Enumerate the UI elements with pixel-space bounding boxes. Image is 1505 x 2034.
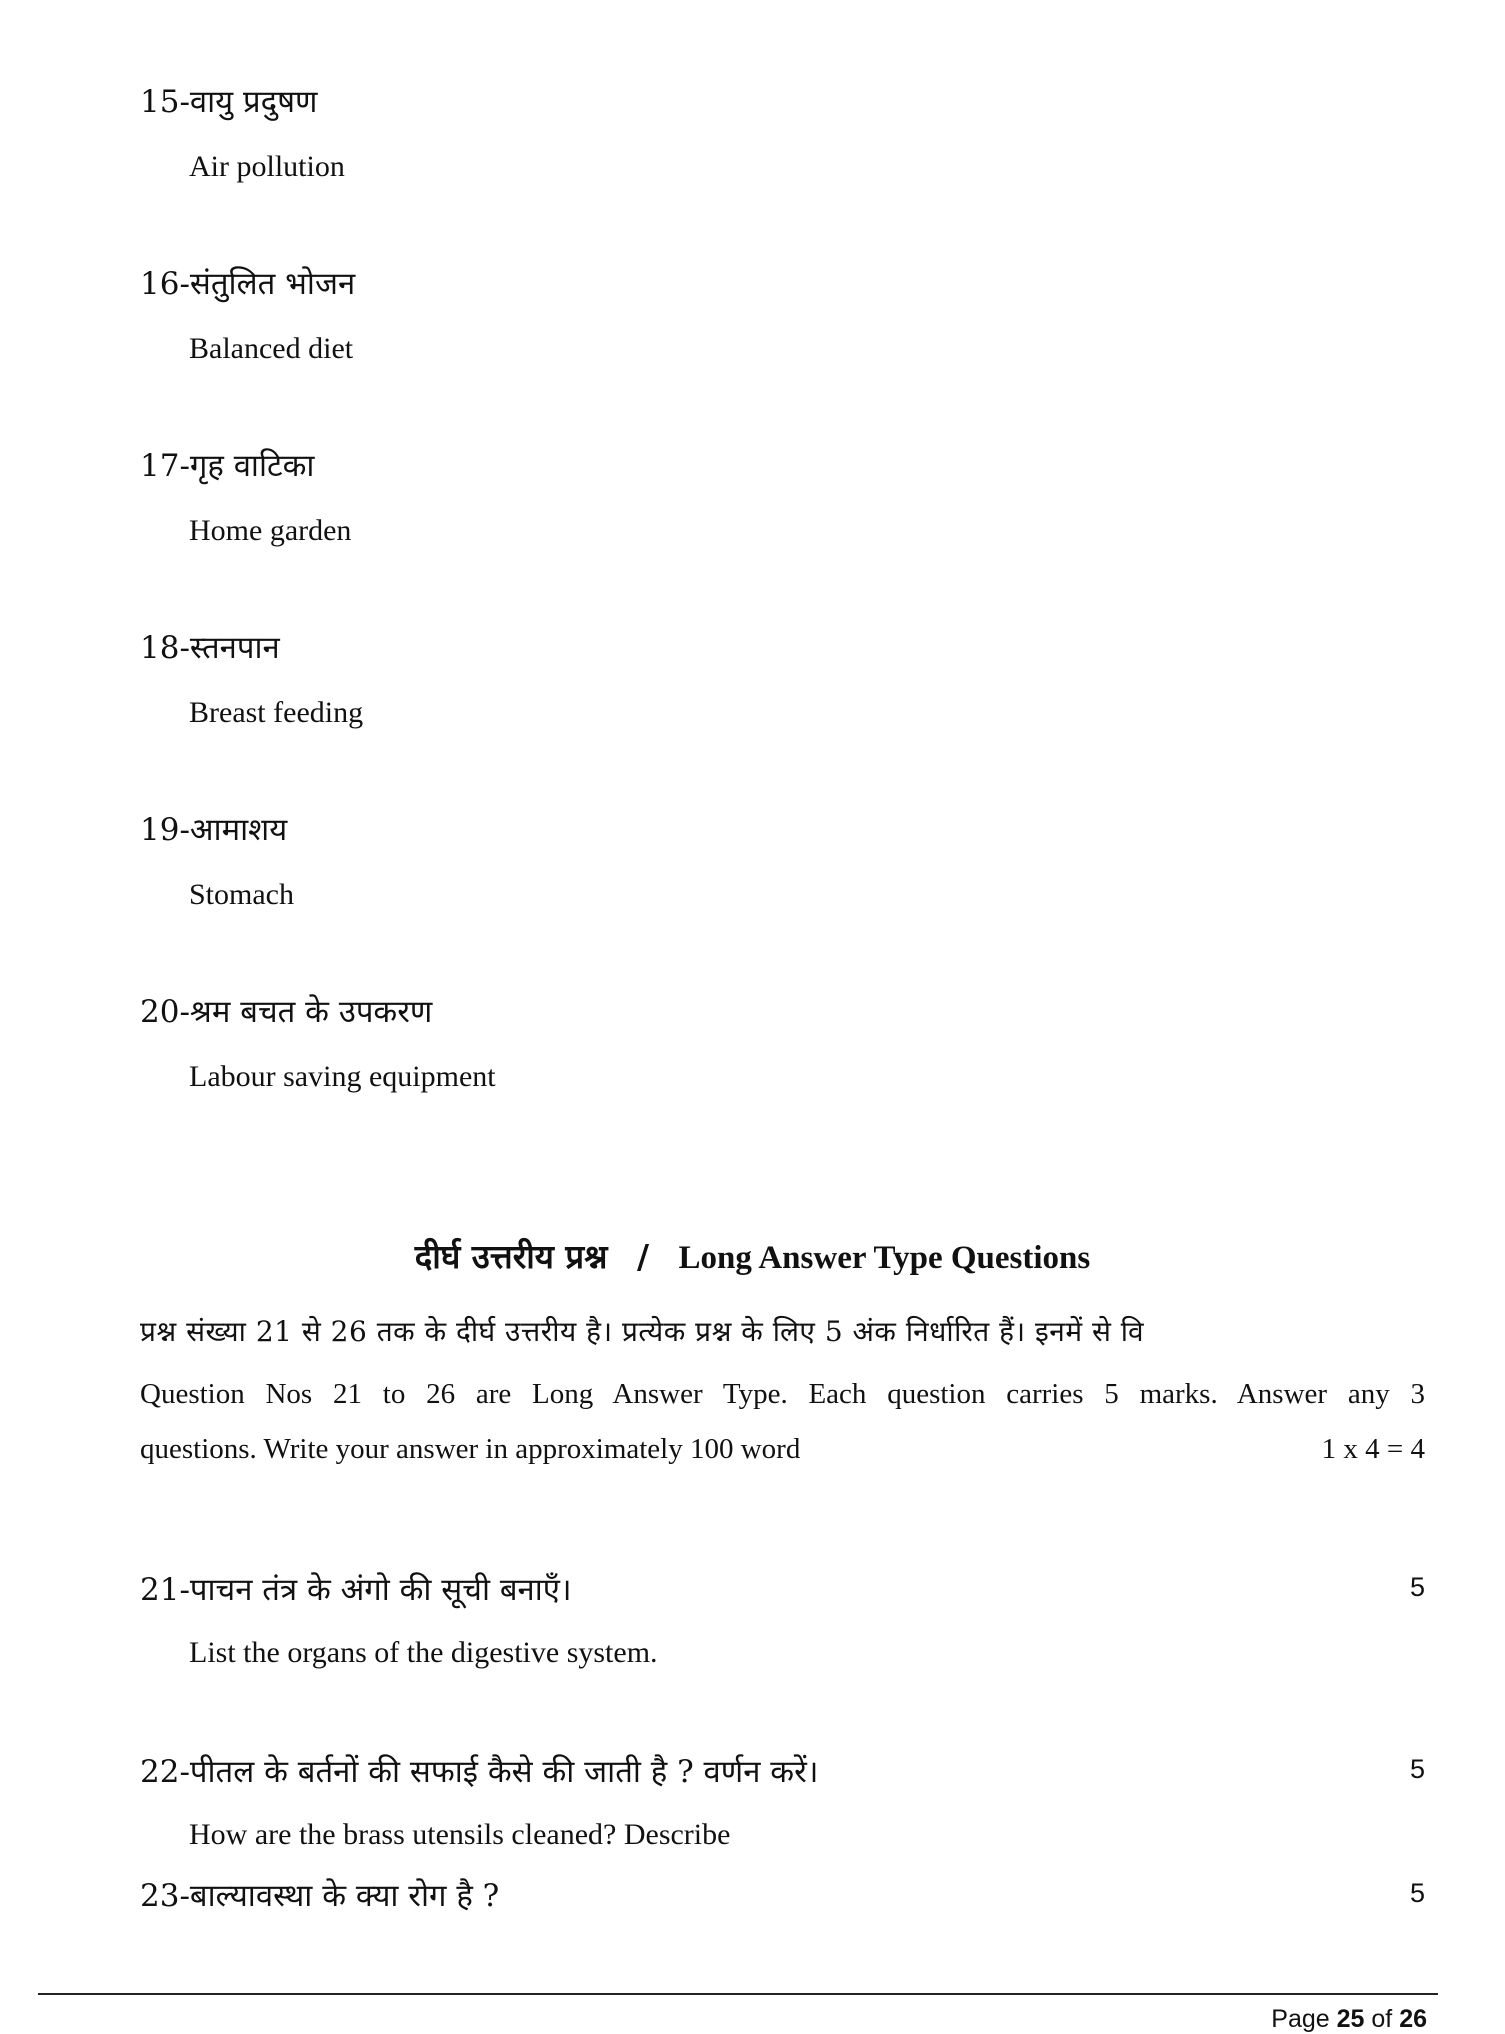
question-22-english: How are the brass utensils cleaned? Describe (189, 1818, 731, 1851)
question-19-english: Stomach (189, 878, 294, 911)
question-16-hindi: 16-संतुलित भोजन (140, 266, 356, 302)
question-17-hindi: 17-गृह वाटिका (140, 448, 315, 484)
question-21-english: List the organs of the digestive system. (189, 1636, 658, 1669)
question-20-hindi: 20-श्रम बचत के उपकरण (140, 994, 433, 1030)
question-23-hindi: 23-बाल्यावस्था के क्या रोग है ? (140, 1878, 500, 1914)
footer-total-pages: 26 (1399, 2005, 1427, 2033)
question-15-hindi: 15-वायु प्रदुषण (140, 84, 318, 120)
footer-current-page: 25 (1336, 2005, 1365, 2033)
footer-of: of (1371, 2005, 1393, 2033)
section-heading (0, 1233, 1505, 1278)
section-title-english: Long Answer Type Questions (678, 1240, 1091, 1276)
question-17-english: Home garden (189, 514, 352, 547)
footer-divider (38, 1993, 1438, 1995)
section-instruction-english-line2: questions. Write your answer in approximately 100 word (140, 1433, 801, 1465)
question-22-hindi: 22-पीतल के बर्तनों की सफाई कैसे की जाती है ? वर्णन करें। (140, 1754, 819, 1790)
question-23-marks: 5 (1409, 1878, 1425, 1908)
question-21-hindi: 21-पाचन तंत्र के अंगो की सूची बनाएँ। (140, 1572, 572, 1608)
section-instruction-english-line1: Question Nos 21 to 26 are Long Answer Type. Each question carries 5 marks. Answer any 3 (140, 1378, 1425, 1410)
question-22-marks: 5 (1409, 1754, 1425, 1784)
question-18-english: Breast feeding (189, 696, 364, 729)
question-18-hindi: 18-स्तनपान (140, 630, 280, 666)
section-title-separator: / (636, 1237, 650, 1276)
question-16-english: Balanced diet (189, 332, 354, 365)
footer-prefix: Page (1271, 2005, 1330, 2033)
question-21-marks: 5 (1409, 1572, 1425, 1602)
section-score: 1 x 4 = 4 (1321, 1433, 1425, 1465)
section-instruction-hindi: प्रश्न संख्या 21 से 26 तक के दीर्घ उत्तरीय है। प्रत्येक प्रश्न के लिए 5 अंक निर्धारित हैं। इनमें से वि (140, 1315, 1145, 1348)
section-title-hindi: दीर्घ उत्तरीय प्रश्न (414, 1237, 608, 1276)
question-20-english: Labour saving equipment (189, 1060, 496, 1093)
question-15-english: Air pollution (189, 150, 345, 183)
question-19-hindi: 19-आमाशय (140, 812, 288, 848)
page-footer (1271, 2005, 1427, 2034)
